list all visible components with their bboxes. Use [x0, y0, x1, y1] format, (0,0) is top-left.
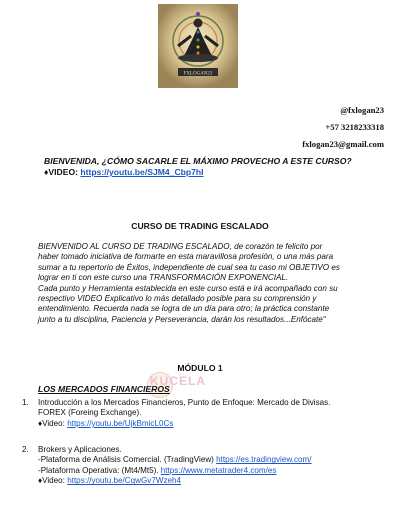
- intro-line: respectivo VIDEO Explicativo lo más detallado posible para su comprensión y: [38, 294, 317, 304]
- intro-line: Cada punto y Herramienta establecida en este curso está e irá acompañado con su: [38, 283, 338, 293]
- list-number: 2.: [22, 445, 29, 454]
- item-video-label: ♦Video:: [38, 418, 68, 428]
- intro-line: entendimiento. Recuerda nada se logra de un día para otro; la práctica constante: [38, 304, 330, 314]
- list-item: [22, 398, 382, 429]
- welcome-title: BIENVENIDA, ¿CÓMO SACARLE EL MÁXIMO PROVECHO A ESTE CURSO?: [44, 156, 352, 166]
- contact-email: fxlogan23@gmail.com: [302, 139, 384, 149]
- welcome-video-label: ♦VIDEO:: [44, 167, 81, 177]
- item-video-link[interactable]: https://youtu.be/UjkBmicL0Cs: [67, 418, 174, 428]
- intro-line: sumar a tu repertorio de Éxitos, independiente de cual sea tu caso mi OBJETIVO es: [38, 262, 340, 272]
- welcome-section: [44, 156, 384, 178]
- list-item: [22, 445, 382, 487]
- welcome-video-link[interactable]: https://youtu.be/SJM4_Cbp7hI: [80, 167, 204, 177]
- platform-analysis-text: -Plataforma de Análisis Comercial. (TradingView): [38, 455, 217, 465]
- module-title: MÓDULO 1: [177, 363, 223, 373]
- contact-block: [302, 102, 384, 153]
- course-title: CURSO DE TRADING ESCALADO: [131, 221, 269, 231]
- contact-phone: +57 3218233318: [325, 122, 384, 132]
- intro-line: junto a tu disciplina, Paciencia y Perseverancia, darán los resultados...Enfócate": [38, 314, 326, 324]
- item-video-link[interactable]: https://youtu.be/CqwGv7Wzeh4: [67, 476, 182, 486]
- meditation-mandala-logo-icon: [158, 4, 238, 88]
- intro-line: haber tomado iniciativa de formarte en esta maravillosa profesión, o una más para: [38, 252, 334, 262]
- section-title: LOS MERCADOS FINANCIEROS: [38, 384, 170, 394]
- tradingview-link[interactable]: https://es.tradingview.com/: [216, 455, 312, 465]
- item-heading: Brokers y Aplicaciones.: [38, 445, 122, 454]
- course-intro: [38, 242, 382, 325]
- list-number: 1.: [22, 398, 29, 407]
- contact-handle: @fxlogan23: [340, 105, 384, 115]
- item-line: Introducción a los Mercados Financieros, Punto de Enfoque: Mercado de Divisas.: [38, 398, 331, 407]
- item-video-label: ♦Video:: [38, 476, 68, 486]
- metatrader-link[interactable]: https://www.metatrader4.com/es: [160, 465, 277, 475]
- platform-operative-text: -Plataforma Operativa: (Mt4/Mt5).: [38, 465, 161, 475]
- item-line: FOREX (Foreing Exchange).: [38, 408, 142, 418]
- intro-line: lograr en ti con este curso una TRANSFORMACIÓN EXPONENCIAL.: [38, 273, 289, 283]
- logo-text: FXLOGAN23: [183, 71, 213, 77]
- intro-line: BIENVENIDO AL CURSO DE TRADING ESCALADO, de corazón te felicito por: [38, 242, 323, 251]
- watermark-text: KUCELA: [150, 374, 206, 388]
